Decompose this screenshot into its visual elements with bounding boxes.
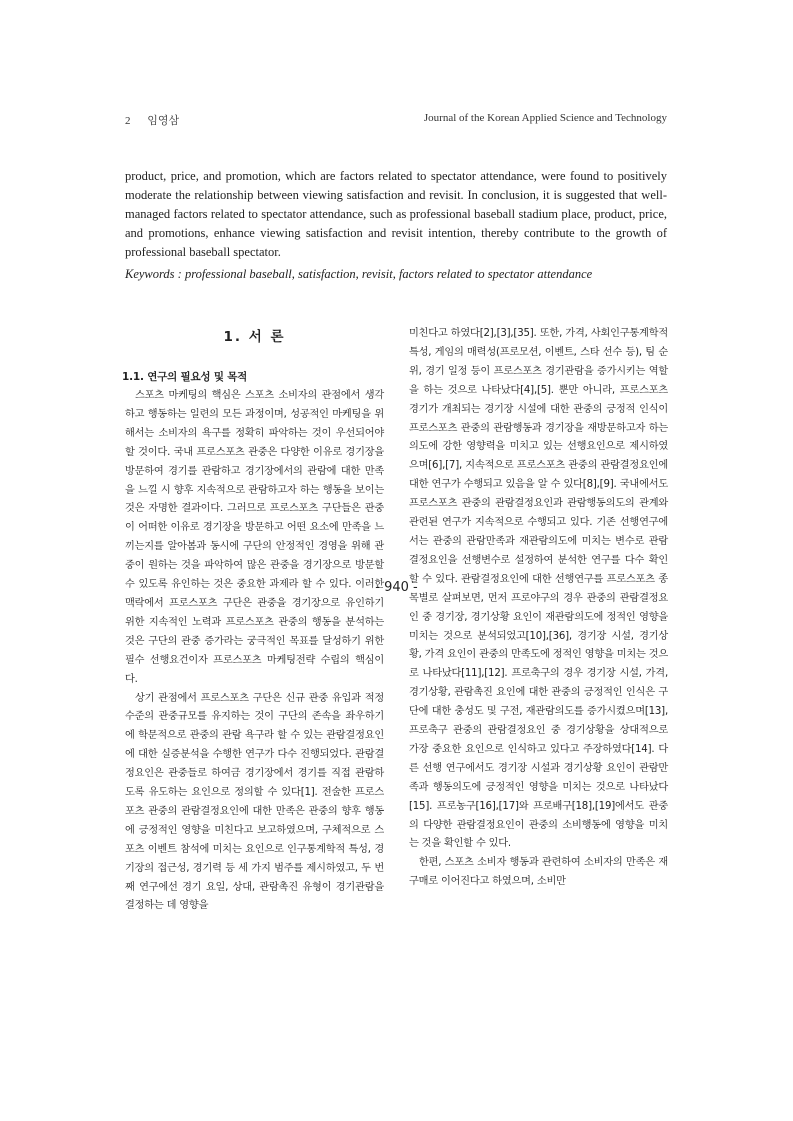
header-page-number: 2 [125, 115, 131, 127]
body-paragraph: 미친다고 하였다[2],[3],[35]. 또한, 가격, 사회인구통계학적 특성, 게임의 매력성(프로모션, 이벤트, 스타 선수 등), 팀 순위, 경기 일정 등이 프로스포츠 경기관람을 증가시키는 역할을 하는 것으로 나타났다[4],[5]. 뿐만 아니라, 프로스포츠 경기가 개최되는 경기장 시설에 대한 관중의 긍정적 인식이 프로스포츠 관중의 관람행동과 경기장을 재방문하고자 하는 의도에 강한 영향력을 미치고 있는 선행요인으로 제시하였으며[6],[7], 지속적으로 프로스포츠 관중의 관람결정요인에 대한 연구가 수행되고 있음을 알 수 있다[8],[9]. 국내에서도 프로스포츠 관중의 관람결정요인과 관람행동의도의 관계와 관련된 연구가 지속적으로 수행되고 있다. 기존 선행연구에서는 관중의 관람만족과 재관람의도에 미치는 변수로 관람결정요인을 선행변수로 설정하여 분석한 연구를 다수 확인할 수 있다. 관람결정요인에 대한 선행연구를 프로스포츠 종목별로 살펴보면, 먼저 프로야구의 경우 관중의 관람결정요인 중 경기장, 경기상황 요인이 재관람의도에 정적인 영향을 미치는 것으로 분석되었고[10],[36], 경기장 시설, 경기상황, 가격 요인이 관중의 만족도에 정적인 영향을 미치는 것으로 나타났다[11],[12]. 프로축구의 경우 경기장 시설, 가격, 경기상황, 관람촉진 요인에 대한 관중의 긍정적인 인식은 구단에 대한 충성도 및 구전, 재관람의도를 증가시켰으며[13], 프로축구 관중의 관람결정요인 중 경기상황을 상대적으로 가장 중요한 요인으로 인식하고 있다고 주장하였다[14]. 다른 선행 연구에서도 경기장 시설과 경기상황 요인이 관람만족과 행동의도에 긍정적인 영향을 미치는 것으로 나타났다[15]. 프로농구[16],[17]와 프로배구[18],[19]에서도 관중의 다양한 관람결정요인이 관중의 소비행동에 영향을 미치는 것을 확인할 수 있다. [409, 328, 668, 850]
body-paragraph: 한편, 스포츠 소비자 행동과 관련하여 소비자의 만족은 재구매로 이어진다고 하였으며, 소비만 [409, 857, 668, 888]
subsection-title: 1.1. 연구의 필요성 및 목적 [122, 371, 248, 383]
section-title: 1. 서 론 [223, 329, 286, 345]
header-journal-title: Journal of the Korean Applied Science and Technology [423, 112, 667, 124]
page-number-footer: - 940 - [375, 580, 418, 595]
running-header-left [125, 112, 193, 128]
abstract-text: product, price, and promotion, which are factors related to spectator attendance, were found to positively moderate the relationship between viewing satisfaction and revisit. In conclusion, it is suggested that well-managed factors related to spectator attendance, such as professional baseball stadium place, product, price, and promotions, enhance viewing satisfaction and revisit intention, thereby contribute to the growth of professional baseball spectator. [125, 169, 667, 259]
right-column [409, 325, 668, 892]
keywords: Keywords : professional baseball, satisfaction, revisit, factors related to spectator attendance [125, 267, 593, 281]
body-paragraph: 스포츠 마케팅의 핵심은 스포츠 소비자의 관점에서 생각하고 행동하는 일련의 모든 과정이며, 성공적인 마케팅을 위해서는 소비자의 욕구를 정확히 파악하는 것이 우선되어야 할 것이다. 국내 프로스포츠 관중은 다양한 이유로 경기장을 방문하여 경기를 관람하고 경기장에서의 관람에 대한 만족을 느낄 시 향후 지속적으로 관람하고자 하는 행동을 보이는 것은 자명한 결과이다. 그러므로 프로스포츠 구단들은 관중이 어떠한 이유로 경기장을 방문하고 어떤 요소에 만족을 느끼는지를 알아봄과 동시에 구단의 안정적인 경영을 위해 관중이 원하는 것을 파악하여 많은 관중을 경기장으로 방문할 수 있도록 유인하는 것은 중요한 과제라 할 수 있다. 이러한 맥락에서 프로스포츠 구단은 관중을 경기장으로 유인하기 위한 지속적인 노력과 프로스포츠 관중의 행동을 분석하는 것은 구단의 관중 증가라는 궁극적인 목표를 달성하기 위한 필수 선행요건이자 프로스포츠 마케팅전략 수립의 핵심이다. [125, 390, 384, 685]
running-header [125, 112, 667, 128]
header-author: 임영삼 [147, 115, 180, 127]
left-column [122, 328, 384, 916]
body-paragraph: 상기 관점에서 프로스포츠 구단은 신규 관중 유입과 적정 수준의 관중규모를 유지하는 것이 구단의 존속을 좌우하기에 학문적으로 관중의 관람 욕구라 할 수 있는 관람결정요인에 대한 실증분석을 수행한 연구가 다수 진행되었다. 관람결정요인은 관중들로 하여금 경기장에서 경기를 직접 관람하도록 유도하는 요인으로 정의할 수 있다[1]. 전술한 프로스포츠 관중의 관람결정요인에 대한 만족은 관중의 향후 행동에 긍정적인 영향을 미친다고 보고하였으며, 구체적으로 스포츠 이벤트 참석에 미치는 요인으로 인구통계학적 특성, 경기장의 접근성, 경기력 등 세 가지 범주를 제시하였고, 두 번째 연구에선 경기 요일, 상대, 관람촉진 유형이 경기관람을 결정하는 데 영향을 [125, 692, 384, 912]
